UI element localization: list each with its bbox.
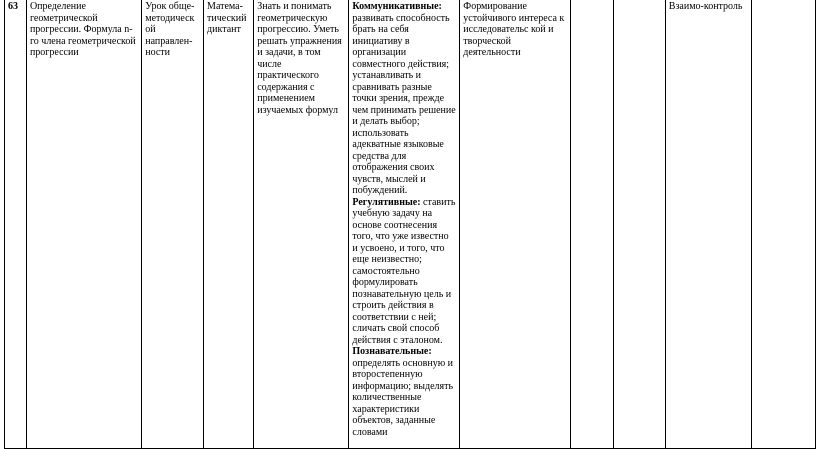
lesson-number-cell: 63 <box>5 0 27 449</box>
empty-cell-8 <box>571 0 614 449</box>
lesson-plan-table <box>4 0 816 449</box>
uud-cell <box>349 0 460 449</box>
communicative-label: Коммуникативные: <box>352 1 442 12</box>
regulative-label: Регулятивные: <box>352 196 421 208</box>
regulative-text: ставить учебную задачу на основе соотнесения того, что уже известно и усвоено, и того, что еще неизвестно; самостоятельно формулировать познавательную цель и строить действия в соответствии с ней; сличать свой способ действия с эталоном. <box>352 196 456 346</box>
empty-cell-9 <box>614 0 665 449</box>
control-form-cell: Взаимо-контроль <box>665 0 751 449</box>
communicative-text: развивать способность брать на себя инициативу в организации совместного действия; устанавливать и сравнивать разные точки зрения, прежде чем принимать решение и делать выбор; использовать адекватные языковые средства для отображения своих чувств, мыслей и побуждений. <box>352 12 456 196</box>
lesson-topic-cell: Определение геометрической прогрессии. Формула n-го члена геометрической прогрессии <box>26 0 141 449</box>
cognitive-text: определять основную и второстепенную информацию; выделять количественные характеристики объектов, заданные словами <box>352 357 454 438</box>
subject-results-cell: Знать и понимать геометрическую прогрессию. Уметь решать упражнения и задачи, в том числе практического содержания с применением изучаемых формул <box>254 0 349 449</box>
personal-results-cell: Формирование устойчивого интереса к исследовательс кой и творческой деятельности <box>460 0 571 449</box>
lesson-type-cell: Урок обще-методическ ой направлен-ности <box>142 0 204 449</box>
table-row <box>5 0 816 449</box>
activity-form-cell: Матема-тический диктант <box>204 0 254 449</box>
cognitive-label: Познавательные: <box>352 346 432 357</box>
empty-cell-11 <box>752 0 816 449</box>
